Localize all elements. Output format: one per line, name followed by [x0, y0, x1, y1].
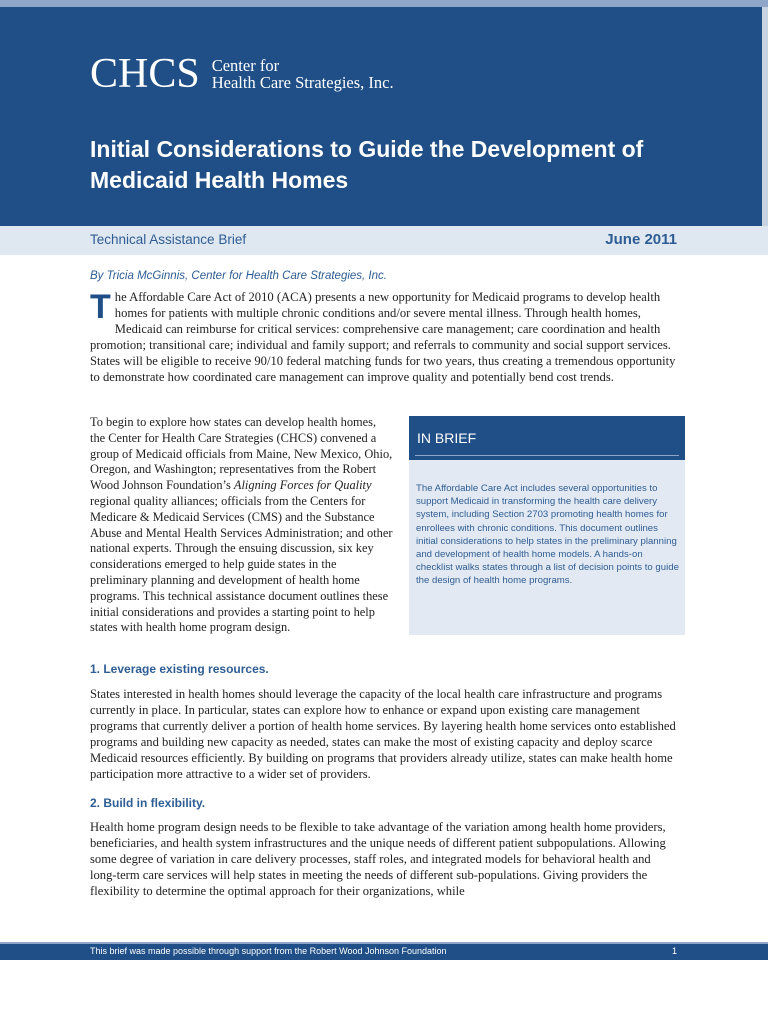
page-title: Initial Considerations to Guide the Development of Medicaid Health Homes: [90, 136, 644, 193]
header-banner: [0, 7, 768, 226]
in-brief-header: [409, 416, 685, 460]
header-edge: [762, 7, 768, 226]
intro-paragraph: [90, 289, 680, 385]
section-heading-1: 1. Leverage existing resources.: [90, 662, 269, 676]
logo-line-2: Health Care Strategies, Inc.: [211, 73, 394, 92]
drop-cap: T: [90, 288, 111, 326]
column-text-after: regional quality alliances; officials from the Centers for Medicare & Medicaid Services (CMS) and the Substance Abuse and Mental Health Services Administration; and other national experts. Through the ensuing discussion, six key considerations emerged to help guide states in the preliminary planning and development of health home programs. This technical assistance document outlines these initial considerations and provides a starting point to help states with health home program design.: [90, 493, 393, 635]
in-brief-divider: [415, 455, 679, 456]
logo-mark: CHCS: [90, 51, 200, 97]
page-number: 1: [671, 946, 677, 956]
footer-accent-line: [0, 942, 768, 944]
chcs-logo: [90, 52, 394, 96]
intro-text: he Affordable Care Act of 2010 (ACA) presents a new opportunity for Medicaid programs to develop health homes for patients with multiple chronic conditions and/or severe mental illness. Through health homes, Medicaid can reimburse for critical services: comprehensive care management; care coordination and health promotion; transitional care; individual and family support; and referrals to community and social support services. States will be eligible to receive 90/10 federal matching funds for two years, thus creating a tremendous opportunity to demonstrate how coordinated care management can improve quality and potentially bend cost trends.: [90, 290, 676, 384]
footer-bar: [0, 942, 768, 960]
logo-line-1: Center for: [211, 56, 280, 75]
brief-type: Technical Assistance Brief: [90, 232, 247, 247]
column-text-before: To begin to explore how states can develop health homes, the Center for Health Care Strategies (CHCS) convened a group of Medicaid officials from Maine, New Mexico, Ohio, Oregon, and Washington; representatives from the Robert Wood Johnson Foundation’s: [90, 415, 393, 493]
publication-date: June 2011: [605, 231, 677, 248]
footer-text: This brief was made possible through support from the Robert Wood Johnson Foundation: [90, 946, 447, 956]
column-paragraph: [90, 415, 393, 636]
section-body-1: States interested in health homes should leverage the capacity of the local health care infrastructure and programs currently in place. In particular, states can explore how to enhance or expand upon existing care management programs that currently deliver a portion of health home services. By layering health home services onto established programs and building new capacity as needed, states can make the most of existing capacity and deploy scarce Medicaid resources efficiently. By building on programs that providers already utilize, states can make health home participation more attractive to a wider set of providers.: [90, 687, 676, 781]
in-brief-text: The Affordable Care Act includes several opportunities to support Medicaid in transforming the health care delivery system, including Section 2703 promoting health homes for enrollees with chronic conditions. This document outlines initial considerations to help states in the preliminary planning and development of health home models. A hands-on checklist walks states through a list of decision points to guide the design of health home programs.: [416, 483, 679, 587]
in-brief-title: IN BRIEF: [417, 430, 477, 446]
author-byline: By Tricia McGinnis, Center for Health Care Strategies, Inc.: [90, 270, 387, 282]
section-heading-2: 2. Build in flexibility.: [90, 796, 206, 810]
section-body-2: Health home program design needs to be flexible to take advantage of the variation among health home providers, beneficiaries, and health system infrastructures and the unique needs of different patient subpopulations. Allowing some degree of variation in care delivery processes, staff roles, and integrated models for behavioral health and long-term care services will help states in meeting the needs of different sub-populations. Giving providers the flexibility to determine the optimal approach for their organizations, while: [90, 820, 666, 898]
logo-organization-name: [212, 57, 394, 91]
in-brief-box: [409, 416, 685, 635]
column-italic-title: Aligning Forces for Quality: [233, 478, 372, 493]
top-accent-strip: [0, 0, 768, 7]
